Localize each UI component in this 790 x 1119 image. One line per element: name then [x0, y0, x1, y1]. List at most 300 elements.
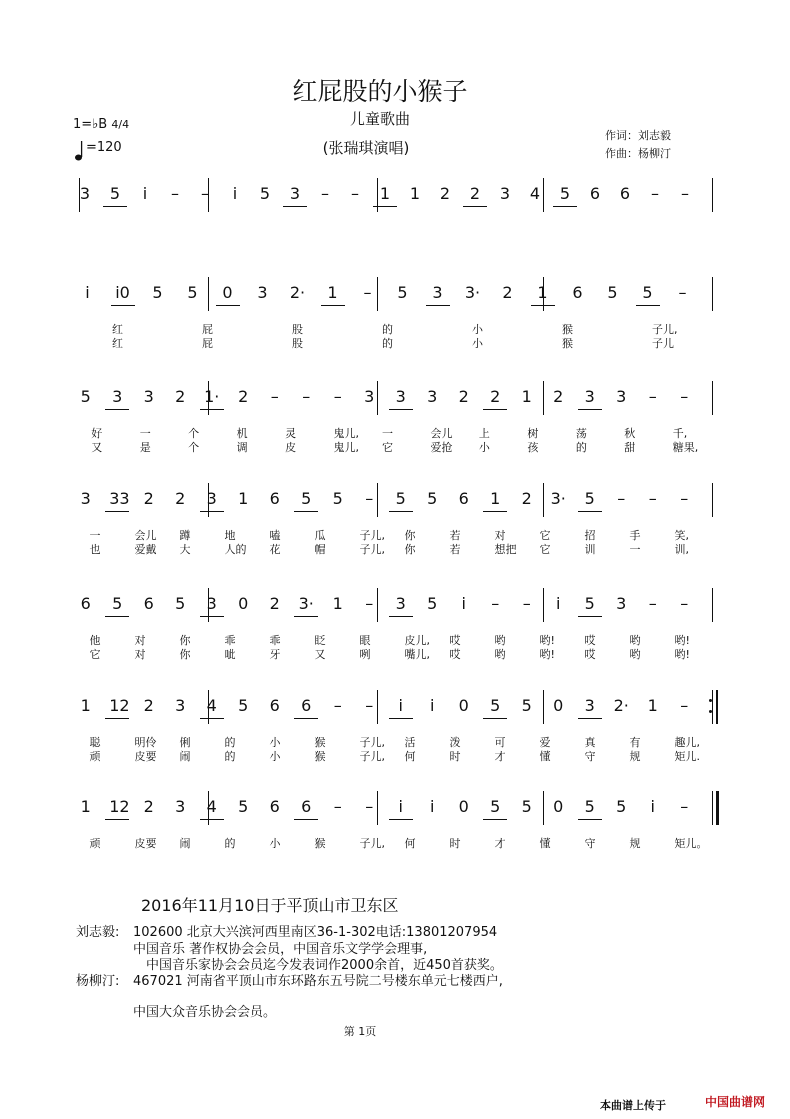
jianpu-note: 3 [289, 184, 301, 203]
beam-underline [389, 616, 413, 617]
lyric-syllable: 哟 [629, 648, 641, 661]
lyric-syllable: 子儿, [359, 543, 385, 556]
performer: (张瑞琪演唱) [322, 139, 410, 157]
lyric-syllable: 爱抢 [430, 441, 453, 454]
lyric-syllable: 上 [478, 427, 490, 440]
lyric-syllable: 哎 [584, 648, 596, 661]
jianpu-note: 5 [80, 387, 91, 406]
lyric-syllable: 它 [89, 648, 101, 661]
jianpu-note: 0 [458, 696, 469, 715]
lyric-syllable: 哎 [449, 634, 461, 647]
jianpu-note: 12 [109, 797, 130, 816]
jianpu-note: – [522, 594, 531, 613]
lyric-syllable: 趣儿, [674, 736, 700, 749]
lyric-syllable: 咧 [359, 648, 371, 661]
lyric-syllable: 子儿, [652, 323, 678, 336]
lyric-syllable: 眨 [314, 634, 326, 647]
lyric-syllable: 对 [134, 648, 146, 661]
lyric-syllable: 秋 [624, 427, 636, 440]
beam-underline [553, 206, 577, 207]
jianpu-note: 1 [238, 489, 249, 508]
lyric-syllable: 活 [404, 736, 416, 749]
jianpu-note: 4 [206, 696, 217, 715]
beam-underline [216, 305, 240, 306]
lyric-syllable: 何 [404, 837, 416, 850]
jianpu-note: 5 [607, 283, 618, 302]
date-place: 2016年11月10日于平顶山市卫东区 [141, 896, 399, 915]
lyric-syllable: 懂 [539, 750, 551, 763]
lyric-syllable: 屁 [202, 323, 213, 336]
beam-underline [578, 616, 602, 617]
lyric-syllable: 哟 [494, 634, 506, 647]
lyric-syllable: 小 [478, 441, 490, 454]
lyric-syllable: 股 [292, 337, 303, 350]
beam-underline [389, 718, 413, 719]
jianpu-note: 3 [175, 696, 186, 715]
jianpu-note: – [648, 387, 657, 406]
lyric-syllable: 俐 [179, 736, 191, 749]
lyric-syllable: 一 [139, 427, 151, 440]
jianpu-note: 1 [80, 797, 91, 816]
jianpu-note: 1 [490, 489, 501, 508]
beam-underline [103, 206, 127, 207]
lyricist: 作词：刘志毅 [605, 129, 671, 142]
lyric-syllable: 聪 [89, 736, 101, 749]
lyric-syllable: 明伶 [134, 736, 157, 749]
jianpu-note: 2 [143, 797, 154, 816]
beam-underline [294, 616, 318, 617]
lyric-syllable: 股 [292, 323, 303, 336]
lyric-syllable: 皮要 [134, 750, 157, 763]
score-line [0, 275, 790, 365]
lyric-syllable: 乖 [224, 634, 236, 647]
lyric-syllable: 哟! [674, 634, 690, 647]
lyric-syllable: 鬼儿, [333, 427, 360, 440]
jianpu-note: 3 [80, 489, 91, 508]
jianpu-note: 2 [490, 387, 501, 406]
jianpu-note: 2· [289, 283, 306, 302]
lyric-syllable: 顽 [89, 750, 101, 763]
jianpu-note: 6 [269, 696, 280, 715]
lyric-syllable: 它 [539, 529, 551, 542]
lyric-syllable: 可 [494, 736, 506, 749]
lyric-syllable: 哟! [539, 634, 555, 647]
jianpu-note: – [651, 184, 659, 203]
score-line [0, 176, 790, 266]
lyric-syllable: 的 [382, 337, 393, 350]
jianpu-note: 2 [269, 594, 280, 613]
beam-underline [483, 409, 507, 410]
jianpu-note: i [430, 797, 435, 816]
lyric-syllable: 牙 [269, 648, 281, 661]
beam-underline [636, 305, 660, 306]
lyric-syllable: 大 [179, 543, 191, 556]
score-line [0, 789, 790, 879]
barline [712, 483, 713, 517]
jianpu-note: – [302, 387, 311, 406]
lyric-syllable: 小 [472, 323, 483, 336]
lyric-syllable: 哟! [539, 648, 555, 661]
lyric-syllable: 的 [224, 837, 236, 850]
lyric-syllable: 对 [494, 529, 506, 542]
lyric-syllable: 有 [629, 736, 641, 749]
jianpu-note: 5 [109, 184, 121, 203]
lyric-syllable: 顽 [89, 837, 101, 850]
jianpu-note: 3 [432, 283, 443, 302]
lyric-syllable: 小 [269, 837, 281, 850]
lyric-syllable: 猴 [314, 837, 326, 850]
jianpu-note: 5 [112, 594, 123, 613]
jianpu-note: 4 [529, 184, 541, 203]
barline [543, 690, 544, 724]
jianpu-note: 5 [521, 696, 532, 715]
lyric-syllable: 机 [236, 427, 248, 440]
jianpu-note: 5 [642, 283, 653, 302]
lyric-syllable: 孩 [527, 441, 539, 454]
beam-underline [578, 511, 602, 512]
beam-underline [111, 305, 135, 306]
lyric-syllable: 招 [584, 529, 596, 542]
beam-underline [200, 511, 224, 512]
jianpu-note: – [648, 594, 657, 613]
beam-underline [389, 409, 413, 410]
jianpu-note: 2 [238, 387, 249, 406]
jianpu-note: 3· [550, 489, 566, 508]
jianpu-note: 1 [379, 184, 391, 203]
barline [543, 483, 544, 517]
beam-underline [105, 718, 129, 719]
lyric-syllable: 时 [449, 750, 461, 763]
jianpu-note: – [491, 594, 500, 613]
jianpu-note: – [648, 489, 657, 508]
jianpu-note: 0 [458, 797, 469, 816]
jianpu-note: – [678, 283, 687, 302]
lyric-syllable: 训, [674, 543, 689, 556]
beam-underline [389, 511, 413, 512]
lyric-syllable: 是 [139, 441, 151, 454]
barline [712, 588, 713, 622]
lyric-syllable: 哟 [494, 648, 506, 661]
lyric-syllable: 守 [584, 750, 596, 763]
beam-underline [105, 511, 129, 512]
jianpu-note: – [201, 184, 209, 203]
lyric-syllable: 嘴儿, [404, 648, 430, 661]
lyric-syllable: 子儿 [652, 337, 674, 350]
beam-underline [373, 206, 397, 207]
jianpu-note: 5 [238, 696, 249, 715]
lyric-syllable: 小 [269, 750, 281, 763]
jianpu-note: 5 [395, 489, 406, 508]
lyric-syllable: 他 [89, 634, 101, 647]
jianpu-note: 2· [613, 696, 629, 715]
jianpu-note: 5 [584, 489, 595, 508]
jianpu-note: 5 [584, 594, 595, 613]
beam-underline [578, 819, 602, 820]
jianpu-note: 33 [109, 489, 130, 508]
lyric-syllable: 嗑 [269, 529, 281, 542]
lyric-syllable: 子儿, [359, 736, 385, 749]
lyric-syllable: 矩儿. [674, 750, 700, 763]
credits [605, 127, 671, 163]
lyric-syllable: 呲 [224, 648, 236, 661]
barline [712, 277, 713, 311]
lyric-syllable: 矩儿。 [674, 837, 708, 850]
lyric-syllable: 甜 [624, 441, 636, 454]
lyric-syllable: 哎 [449, 648, 461, 661]
repeat-dot [709, 710, 712, 713]
jianpu-note: – [680, 696, 689, 715]
jianpu-note: i [556, 594, 561, 613]
jianpu-note: 6 [143, 594, 154, 613]
jianpu-note: 12 [109, 696, 130, 715]
jianpu-note: 3 [584, 387, 595, 406]
jianpu-note: – [365, 489, 374, 508]
beam-underline [463, 206, 487, 207]
lyric-syllable: 规 [629, 750, 641, 763]
lyric-syllable: 一 [629, 543, 641, 556]
lyric-syllable: 灵 [285, 427, 297, 440]
lyric-syllable: 时 [449, 837, 461, 850]
jianpu-note: i [430, 696, 435, 715]
jianpu-note: – [365, 797, 374, 816]
barline [543, 381, 544, 415]
lyric-syllable: 想把 [494, 543, 517, 556]
beam-underline [483, 718, 507, 719]
jianpu-note: i [85, 283, 90, 302]
lyric-syllable: 你 [404, 529, 416, 542]
jianpu-note: 6 [301, 797, 312, 816]
lyric-syllable: 若 [449, 543, 461, 556]
site-logo: 中国曲谱网 [705, 1095, 766, 1109]
jianpu-note: – [351, 184, 359, 203]
lyric-syllable: 个 [188, 441, 200, 454]
jianpu-note: 5 [301, 489, 312, 508]
jianpu-note: i [398, 696, 403, 715]
jianpu-note: 3· [298, 594, 314, 613]
jianpu-note: 2 [458, 387, 469, 406]
lyric-syllable: 子儿, [359, 529, 385, 542]
jianpu-note: 6 [572, 283, 583, 302]
lyric-syllable: 皮要 [134, 837, 157, 850]
song-title: 红屁股的小猴子 [292, 77, 468, 106]
jianpu-note: 6 [589, 184, 601, 203]
lyric-syllable: 会儿 [430, 427, 453, 440]
jianpu-note: 2 [175, 387, 186, 406]
lyric-syllable: 的 [224, 750, 236, 763]
jianpu-note: – [333, 797, 342, 816]
beam-underline [105, 819, 129, 820]
barline [543, 588, 544, 622]
lyric-syllable: 猴 [314, 750, 326, 763]
lyric-syllable: 笑, [674, 529, 689, 542]
lyric-syllable: 眼 [359, 634, 371, 647]
jianpu-note: 1 [327, 283, 338, 302]
yang-line-2: 中国大众音乐协会会员。 [133, 1005, 277, 1020]
lyric-syllable: 屁 [202, 337, 213, 350]
song-genre: 儿童歌曲 [349, 110, 410, 128]
repeat-dot [709, 699, 712, 702]
jianpu-note: 5 [238, 797, 249, 816]
lyric-syllable: 一 [382, 427, 393, 440]
jianpu-note: 3 [616, 387, 627, 406]
lyric-syllable: 鬼儿, [333, 441, 360, 454]
lyric-syllable: 红 [112, 337, 123, 350]
jianpu-note: – [363, 283, 372, 302]
lyric-syllable: 真 [584, 736, 596, 749]
lyric-syllable: 哟! [674, 648, 690, 661]
beam-underline [294, 511, 318, 512]
lyric-syllable: 皮儿, [404, 634, 430, 647]
jianpu-note: 2 [439, 184, 451, 203]
jianpu-note: – [680, 797, 689, 816]
jianpu-note: 1 [80, 696, 91, 715]
lyric-syllable: 猴 [562, 337, 573, 350]
lyric-syllable: 又 [91, 441, 103, 454]
score-line [0, 379, 790, 469]
lyric-syllable: 它 [539, 543, 551, 556]
lyric-syllable: 小 [472, 337, 483, 350]
jianpu-note: 6 [619, 184, 631, 203]
lyric-syllable: 花 [269, 543, 281, 556]
lyric-syllable: 的 [382, 323, 393, 336]
jianpu-note: 3 [584, 696, 595, 715]
lyric-syllable: 糖果, [672, 441, 699, 454]
jianpu-note: 5 [152, 283, 163, 302]
lyric-syllable: 好 [91, 427, 103, 440]
yang-label: 杨柳汀: [76, 974, 120, 989]
jianpu-note: 6 [269, 797, 280, 816]
final-barline [716, 791, 719, 825]
lyric-syllable: 它 [382, 441, 393, 454]
jianpu-note: 3 [616, 594, 627, 613]
barline [208, 277, 209, 311]
beam-underline [321, 305, 345, 306]
lyric-syllable: 你 [179, 648, 191, 661]
jianpu-note: i [232, 184, 238, 203]
lyric-syllable: 红 [112, 323, 123, 336]
liu-line-2: 中国音乐 著作权协会会员，中国音乐文学学会理事, [133, 942, 428, 957]
jianpu-note: i [461, 594, 466, 613]
jianpu-note: 3· [464, 283, 481, 302]
jianpu-note: 1 [647, 696, 658, 715]
jianpu-note: 3 [143, 387, 154, 406]
lyric-syllable: 对 [134, 634, 146, 647]
lyric-syllable: 地 [224, 529, 236, 542]
jianpu-note: – [321, 184, 329, 203]
key-label: 1=♭B [73, 117, 108, 132]
lyric-syllable: 闹 [179, 750, 191, 763]
lyric-syllable: 帽 [314, 543, 326, 556]
jianpu-note: i [398, 797, 403, 816]
beam-underline [294, 718, 318, 719]
jianpu-note: 5 [559, 184, 571, 203]
jianpu-note: 3 [206, 594, 217, 613]
jianpu-note: 5 [187, 283, 198, 302]
lyric-syllable: 小 [269, 736, 281, 749]
jianpu-note: – [680, 387, 689, 406]
jianpu-note: – [365, 594, 374, 613]
lyric-syllable: 猴 [562, 323, 573, 336]
jianpu-note: – [680, 489, 689, 508]
jianpu-note: 5 [616, 797, 627, 816]
jianpu-note: – [171, 184, 179, 203]
jianpu-note: 3 [364, 387, 375, 406]
barline [712, 381, 713, 415]
jianpu-note: 0 [553, 797, 564, 816]
lyric-syllable: 训 [584, 543, 596, 556]
time-signature: 4/4 [111, 118, 130, 131]
jianpu-note: – [270, 387, 279, 406]
score-line [0, 688, 790, 778]
beam-underline [200, 819, 224, 820]
lyric-syllable: 又 [314, 648, 326, 661]
jianpu-note: 5 [490, 696, 501, 715]
lyric-syllable: 规 [629, 837, 641, 850]
jianpu-note: 3 [175, 797, 186, 816]
beam-underline [200, 409, 224, 410]
jianpu-note: 3 [395, 387, 406, 406]
jianpu-note: – [681, 184, 689, 203]
jianpu-note: 5 [332, 489, 343, 508]
lyric-syllable: 瓜 [314, 529, 326, 542]
jianpu-note: 3 [499, 184, 511, 203]
jianpu-note: i0 [115, 283, 130, 302]
lyric-syllable: 你 [179, 634, 191, 647]
score-line [0, 586, 790, 676]
beam-underline [531, 305, 555, 306]
lyric-syllable: 才 [494, 837, 506, 850]
jianpu-note: 3 [427, 387, 438, 406]
composer: 作曲：杨柳汀 [605, 147, 671, 160]
jianpu-note: 5 [427, 489, 438, 508]
beam-underline [578, 718, 602, 719]
beam-underline [283, 206, 307, 207]
jianpu-note: 5 [259, 184, 271, 203]
lyric-syllable: 的 [575, 441, 587, 454]
lyric-syllable: 爱戴 [134, 543, 157, 556]
liu-line-1: 102600 北京大兴滨河西里南区36-1-302电话:13801207954 [133, 925, 498, 940]
lyric-syllable: 一 [89, 529, 101, 542]
jianpu-note: 2 [521, 489, 532, 508]
lyric-syllable: 乖 [269, 634, 281, 647]
jianpu-note: 2 [502, 283, 513, 302]
jianpu-note: – [680, 594, 689, 613]
liu-label: 刘志毅: [76, 925, 120, 940]
jianpu-note: 5 [175, 594, 186, 613]
liu-line-3: 中国音乐家协会会员迄今发表词作2000余首，近450首获奖。 [146, 958, 503, 973]
lyric-syllable: 个 [188, 427, 200, 440]
key-signature [73, 117, 129, 132]
jianpu-note: 2 [143, 489, 154, 508]
barline [712, 178, 713, 212]
jianpu-note: 6 [301, 696, 312, 715]
jianpu-note: 1 [521, 387, 532, 406]
jianpu-note: 5 [490, 797, 501, 816]
beam-underline [294, 819, 318, 820]
jianpu-note: 5 [584, 797, 595, 816]
jianpu-note: 0 [553, 696, 564, 715]
jianpu-note: 1 [409, 184, 421, 203]
jianpu-note: – [333, 387, 342, 406]
beam-underline [200, 616, 224, 617]
jianpu-note: 2 [553, 387, 564, 406]
lyric-syllable: 泼 [449, 736, 461, 749]
repeat-barline [716, 690, 718, 724]
beam-underline [105, 409, 129, 410]
barline [712, 690, 713, 724]
jianpu-note: 3 [206, 489, 217, 508]
beam-underline [389, 819, 413, 820]
